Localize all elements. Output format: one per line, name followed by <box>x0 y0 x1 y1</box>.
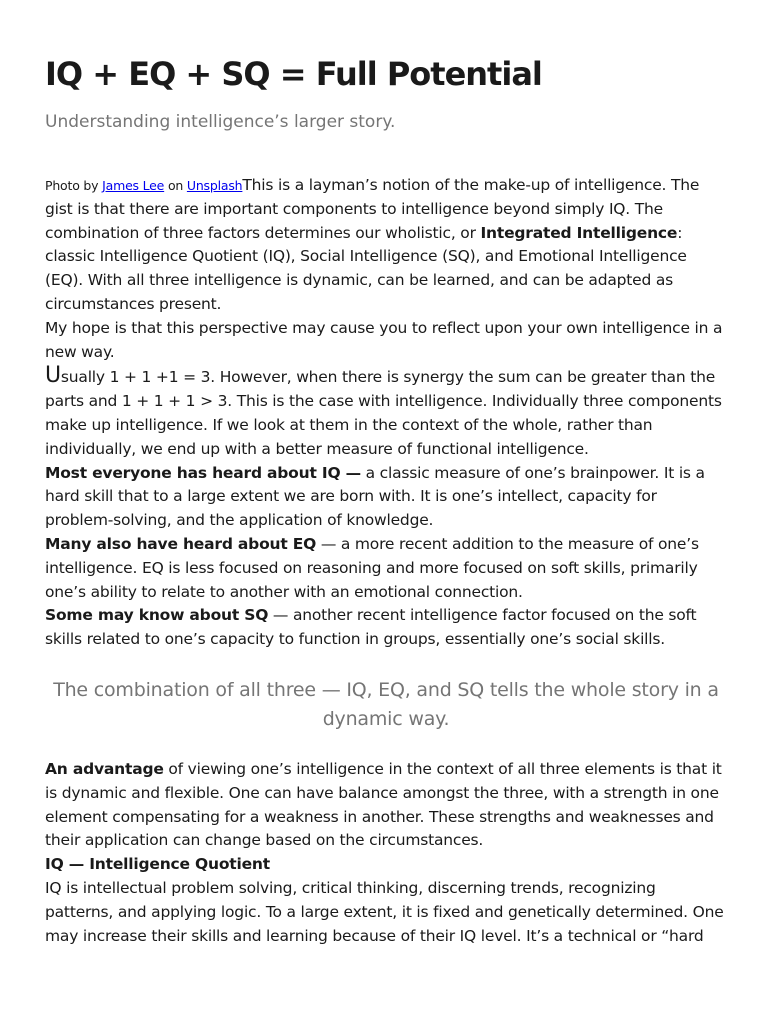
advantage-paragraph: An advantage of viewing one’s intelligence in the context of all three elements is that it is dynamic and flexible. One can have balance amongst the three, with a strength in one element compensating for a weakness in another. These strengths and weaknesses and their application can change based on the circumstances. <box>45 759 722 850</box>
hope-paragraph: My hope is that this perspective may cause you to reflect upon your own intelligence in a new way. <box>45 318 723 361</box>
sq-paragraph: Some may know about SQ — another recent intelligence factor focused on the soft skills related to one’s capacity to function in groups, essentially one’s social skills. <box>45 606 697 649</box>
intro-paragraph: Photo by James Lee on UnsplashThis is a layman’s notion of the make-up of intelligence. The gist is that there are important components to intelligence beyond simply IQ. The combination of three factors determines our wholistic, or Integrated Intelligence: classic Intelligence Quotient (IQ), Social Intelligence (SQ), and Emotional Intelligence (EQ). With all three intelligence is dynamic, can be learned, and can be adapted as circumstances present. <box>45 176 700 313</box>
article-title: IQ + EQ + SQ = Full Potential <box>45 55 542 93</box>
eq-paragraph: Many also have heard about EQ — a more recent addition to the measure of one’s intelligence. EQ is less focused on reasoning and more focused on soft skills, primarily one’s ability to relate to another with an emotional connection. <box>45 534 699 601</box>
iq-paragraph: Most everyone has heard about IQ — a classic measure of one’s brainpower. It is a hard skill that to a large extent we are born with. It is one’s intellect, capacity for problem-solving, and the application of knowledge. <box>45 463 705 530</box>
article-body <box>45 52 727 948</box>
pull-quote: The combination of all three — IQ, EQ, and SQ tells the whole story in a dynamic way. <box>53 678 719 730</box>
iq-section-body: IQ is intellectual problem solving, critical thinking, discerning trends, recognizing patterns, and applying logic. To a large extent, it is fixed and genetically determined. One may increase their skills and learning because of their IQ level. It’s a technical or “hard <box>45 878 724 945</box>
photo-author-link[interactable]: James Lee <box>102 178 165 193</box>
drop-cap: U <box>45 363 61 389</box>
photo-caption: Photo by James Lee on Unsplash <box>45 178 243 193</box>
article-subtitle: Understanding intelligence’s larger story. <box>45 112 396 132</box>
integrated-intelligence-term: Integrated Intelligence <box>480 223 678 242</box>
photo-source-link[interactable]: Unsplash <box>186 178 243 193</box>
usually-paragraph: Usually 1 + 1 +1 = 3. However, when there is synergy the sum can be greater than the parts and 1 + 1 + 1 > 3. This is the case with intelligence. Individually three components make up intelligence. If we look at them in the context of the whole, rather than individually, we end up with a better measure of functional intelligence. <box>45 363 722 458</box>
iq-section-heading: IQ — Intelligence Quotient <box>45 855 270 874</box>
